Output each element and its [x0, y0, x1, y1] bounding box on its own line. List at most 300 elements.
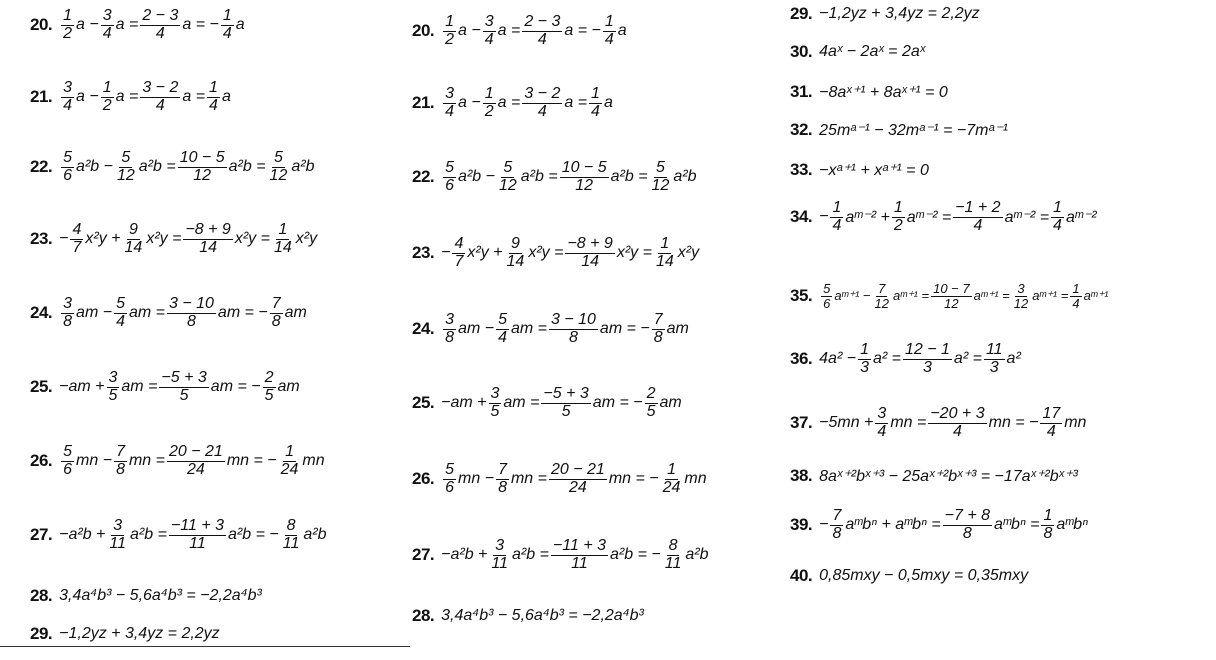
- term: am =: [128, 304, 165, 322]
- exercise-22: [30, 150, 314, 185]
- fraction: [661, 462, 683, 497]
- term: −: [819, 516, 829, 534]
- term: aᵐ⁺¹ −: [834, 288, 871, 304]
- fraction: [984, 342, 1005, 377]
- term: a: [603, 94, 613, 112]
- term: −1,2yz + 3,4yz = 2,2yz: [59, 625, 220, 642]
- term: aᵐ⁺¹ =: [1032, 288, 1069, 304]
- term: x²y =: [234, 230, 270, 248]
- denominator: 4: [1053, 216, 1062, 234]
- bottom-rule: [0, 646, 410, 647]
- fraction: [272, 222, 294, 257]
- term: −5mn +: [819, 414, 874, 432]
- numerator: 1: [893, 199, 903, 216]
- term: a² =: [953, 350, 982, 368]
- denominator: 8: [653, 328, 663, 346]
- term: aᵐbⁿ =: [994, 516, 1040, 534]
- numerator: 1: [285, 443, 294, 460]
- term: a =: [182, 88, 206, 106]
- denominator: 11: [109, 534, 127, 552]
- denominator: 4: [484, 30, 494, 48]
- numerator: 1: [1043, 507, 1053, 524]
- fraction: [931, 282, 972, 310]
- term: 4aˣ − 2aˣ = 2aˣ: [819, 43, 926, 60]
- term: −: [819, 208, 829, 226]
- denominator: 4: [155, 24, 165, 42]
- term: x²y +: [85, 230, 121, 248]
- exercise-24: [30, 296, 307, 331]
- term: mn = −: [988, 414, 1039, 432]
- exercise-26: [30, 444, 325, 479]
- exercise-39: [790, 508, 1088, 543]
- denominator: 12: [116, 166, 135, 184]
- term: am −: [76, 304, 113, 322]
- fraction: [875, 406, 888, 441]
- numerator: −5 + 3: [161, 369, 207, 386]
- numerator: 7: [116, 443, 125, 460]
- numerator: 3 − 10: [550, 311, 596, 328]
- exercise-number: 32.: [790, 120, 813, 139]
- numerator: 11: [985, 341, 1003, 358]
- denominator: 7: [454, 252, 464, 270]
- term: x²y +: [467, 244, 503, 262]
- fraction: [207, 80, 220, 115]
- exercise-29: [30, 624, 220, 644]
- term: a²b = −: [610, 546, 661, 564]
- denominator: 11: [189, 534, 206, 552]
- equation: [59, 625, 220, 643]
- exercise-25: [30, 370, 300, 405]
- numerator: 5: [273, 149, 283, 166]
- fraction: [489, 538, 510, 573]
- exercise-number: 27.: [412, 545, 435, 565]
- equation: [819, 5, 980, 23]
- denominator: 11: [664, 554, 682, 572]
- equation: [819, 342, 1021, 377]
- term: aᵐ⁺¹ =: [892, 288, 930, 304]
- numerator: 3 − 2: [142, 79, 179, 96]
- numerator: 2: [264, 369, 274, 386]
- denominator: 4: [1072, 295, 1080, 311]
- denominator: 5: [264, 386, 274, 404]
- numerator: −11 + 3: [552, 537, 607, 554]
- term: aᵐbⁿ: [1056, 516, 1088, 534]
- term: a²b =: [130, 526, 167, 544]
- fraction: [496, 312, 509, 347]
- denominator: 4: [209, 96, 218, 114]
- fraction: [263, 370, 276, 405]
- term: −: [59, 230, 69, 248]
- term: mn −: [458, 470, 495, 488]
- exercise-31: [790, 82, 948, 102]
- exercise-number: 35.: [790, 286, 813, 306]
- exercise-36: [790, 342, 1021, 377]
- fraction: [903, 342, 952, 377]
- denominator: 4: [973, 216, 983, 234]
- term: x²y =: [616, 244, 652, 262]
- term: am: [277, 378, 300, 396]
- fraction: [858, 342, 871, 377]
- term: a −: [458, 94, 481, 112]
- exercise-37: [790, 406, 1086, 441]
- numerator: 9: [128, 221, 138, 238]
- numerator: 1: [445, 13, 455, 30]
- numerator: 3: [490, 385, 500, 402]
- numerator: 20 − 21: [168, 443, 223, 460]
- denominator: 4: [591, 102, 600, 120]
- term: am =: [121, 378, 158, 396]
- term: mn: [684, 470, 707, 488]
- denominator: 4: [222, 24, 232, 42]
- numerator: 3: [445, 85, 455, 102]
- denominator: 8: [445, 328, 455, 346]
- numerator: 7: [832, 507, 842, 524]
- fraction: [1041, 508, 1054, 543]
- exercise-22: [412, 160, 696, 195]
- term: mn =: [510, 470, 547, 488]
- term: a²b =: [138, 158, 176, 176]
- numerator: −7 + 8: [944, 507, 991, 524]
- fraction: [61, 296, 74, 331]
- numerator: −20 + 3: [930, 405, 985, 422]
- equation: [441, 86, 613, 121]
- denominator: 6: [445, 478, 455, 496]
- term: mn −: [76, 452, 113, 470]
- numerator: 5: [503, 159, 513, 176]
- equation: [441, 386, 682, 421]
- denominator: 4: [445, 102, 455, 120]
- exercise-21: [30, 80, 231, 115]
- exercise-number: 21.: [412, 93, 435, 113]
- term: x²y: [295, 230, 318, 248]
- numerator: −1 + 2: [955, 199, 1001, 216]
- exercise-number: 24.: [412, 319, 435, 339]
- term: a −: [76, 16, 99, 34]
- term: −a²b +: [441, 546, 488, 564]
- term: a =: [564, 94, 588, 112]
- term: a: [617, 22, 627, 40]
- equation: [819, 406, 1086, 441]
- fraction: [830, 508, 843, 543]
- fraction: [178, 150, 227, 185]
- numerator: 1: [63, 7, 73, 24]
- denominator: 5: [490, 402, 500, 420]
- denominator: 2: [893, 216, 903, 234]
- numerator: 5: [445, 461, 455, 478]
- term: a²b: [291, 158, 315, 176]
- fraction: [140, 8, 180, 43]
- fraction: [443, 312, 456, 347]
- term: −am +: [59, 378, 105, 396]
- fraction: [830, 200, 843, 235]
- fraction: [61, 8, 74, 43]
- term: am: [666, 320, 689, 338]
- equation: [441, 160, 696, 195]
- numerator: 10 − 5: [561, 159, 607, 176]
- fraction: [281, 518, 302, 553]
- denominator: 4: [832, 216, 842, 234]
- exercise-number: 23.: [30, 229, 53, 249]
- denominator: 4: [155, 96, 165, 114]
- fraction: [443, 462, 456, 497]
- term: a²b: [303, 526, 327, 544]
- fraction: [650, 160, 672, 195]
- denominator: 8: [1043, 524, 1053, 542]
- term: a²b −: [458, 168, 495, 186]
- term: a = −: [182, 16, 219, 34]
- term: am: [659, 394, 682, 412]
- fraction: [279, 444, 301, 479]
- numerator: 1: [667, 461, 676, 478]
- denominator: 4: [537, 102, 547, 120]
- denominator: 14: [655, 252, 674, 270]
- exercise-number: 20.: [412, 21, 435, 41]
- term: a²b =: [610, 168, 648, 186]
- fraction: [101, 8, 114, 43]
- exercise-number: 25.: [30, 377, 53, 397]
- exercise-21: [412, 86, 613, 121]
- numerator: 2 − 3: [142, 7, 179, 24]
- fraction: [167, 444, 225, 479]
- equation: [59, 296, 307, 331]
- denominator: 8: [569, 328, 578, 346]
- exercise-32: [790, 120, 1008, 140]
- exercise-40: [790, 566, 1028, 586]
- exercise-number: 36.: [790, 349, 813, 369]
- fraction: [1040, 406, 1062, 441]
- fraction: [496, 462, 509, 497]
- fraction: [928, 406, 986, 441]
- term: a²b =: [228, 158, 266, 176]
- fraction: [654, 236, 676, 271]
- numerator: 8: [286, 517, 296, 534]
- exercise-number: 40.: [790, 566, 813, 585]
- equation: [441, 538, 708, 573]
- fraction: [159, 370, 208, 405]
- exercise-30: [790, 42, 925, 62]
- numerator: 4: [72, 221, 82, 238]
- exercise-number: 20.: [30, 15, 53, 35]
- numerator: 5: [655, 159, 665, 176]
- numerator: 1: [832, 199, 842, 216]
- denominator: 2: [63, 24, 73, 42]
- fraction: [169, 518, 226, 553]
- denominator: 5: [179, 386, 189, 404]
- denominator: 6: [823, 295, 831, 311]
- fraction: [452, 236, 465, 271]
- denominator: 14: [581, 252, 600, 270]
- term: mn =: [890, 414, 927, 432]
- exercise-number: 26.: [30, 451, 53, 471]
- term: a²b −: [76, 158, 113, 176]
- term: aᵐ⁻² =: [1004, 209, 1050, 227]
- term: −1,2yz + 3,4yz = 2,2yz: [819, 5, 980, 22]
- term: 8aˣ⁺²bˣ⁺³ − 25aˣ⁺²bˣ⁺³ = −17aˣ⁺²bˣ⁺³: [819, 468, 1078, 485]
- term: x²y: [677, 244, 700, 262]
- fraction: [663, 538, 684, 573]
- numerator: −5 + 3: [543, 385, 589, 402]
- fraction: [560, 160, 609, 195]
- exercise-24: [412, 312, 689, 347]
- term: a =: [497, 94, 521, 112]
- equation: [819, 567, 1028, 585]
- equation: [441, 14, 627, 49]
- denominator: 8: [187, 312, 196, 330]
- term: aᵐ⁻² =: [906, 209, 952, 227]
- fraction: [1051, 200, 1064, 235]
- fraction: [549, 462, 607, 497]
- numerator: 3: [113, 517, 123, 534]
- numerator: 1: [604, 13, 614, 30]
- numerator: 1: [209, 79, 218, 96]
- fraction: [61, 80, 74, 115]
- numerator: 1: [660, 235, 670, 252]
- exercise-28: [30, 586, 262, 606]
- fraction: [443, 86, 456, 121]
- denominator: 6: [445, 176, 455, 194]
- denominator: 2: [484, 102, 494, 120]
- numerator: 1: [591, 85, 600, 102]
- term: a²b: [673, 168, 697, 186]
- term: aᵐ⁺¹: [1083, 288, 1109, 304]
- term: am = −: [599, 320, 650, 338]
- fraction: [645, 386, 658, 421]
- numerator: 3: [877, 405, 887, 422]
- denominator: 12: [193, 166, 212, 184]
- term: 25mᵃ⁻¹ − 32mᵃ⁻¹ = −7mᵃ⁻¹: [819, 122, 1008, 139]
- fraction: [123, 222, 145, 257]
- term: mn = −: [608, 470, 659, 488]
- equation: [59, 150, 314, 185]
- exercise-number: 28.: [30, 586, 53, 605]
- denominator: 11: [282, 534, 300, 552]
- numerator: 3: [102, 7, 112, 24]
- equation: [59, 222, 317, 257]
- term: a =: [497, 22, 521, 40]
- term: x²y =: [528, 244, 564, 262]
- fraction: [565, 236, 614, 271]
- fraction: [101, 80, 114, 115]
- fraction: [652, 312, 665, 347]
- equation: [819, 508, 1088, 543]
- denominator: 12: [874, 295, 889, 311]
- numerator: 1: [860, 341, 869, 358]
- term: a =: [115, 16, 139, 34]
- numerator: 1: [1053, 199, 1062, 216]
- numerator: 3: [108, 369, 118, 386]
- fraction: [483, 86, 496, 121]
- exercise-number: 37.: [790, 413, 813, 433]
- denominator: 24: [569, 478, 587, 496]
- numerator: 1: [102, 79, 112, 96]
- fraction: [549, 312, 598, 347]
- term: a²b =: [520, 168, 558, 186]
- term: aᵐbⁿ + aᵐbⁿ =: [845, 516, 941, 534]
- numerator: 5: [121, 149, 131, 166]
- term: a: [221, 88, 231, 106]
- numerator: 3: [445, 311, 455, 328]
- fraction: [107, 370, 120, 405]
- exercise-number: 38.: [790, 466, 813, 485]
- exercise-20: [412, 14, 627, 49]
- exercise-number: 28.: [412, 606, 435, 625]
- fraction: [107, 518, 128, 553]
- exercise-23: [30, 222, 317, 257]
- numerator: 1: [484, 85, 494, 102]
- denominator: 8: [832, 524, 842, 542]
- exercise-29: [790, 4, 980, 24]
- term: aᵐ⁻² +: [845, 209, 890, 227]
- denominator: 3: [860, 358, 869, 376]
- fraction: [892, 200, 905, 235]
- term: a²b: [685, 546, 709, 564]
- fraction: [270, 296, 283, 331]
- exercise-number: 29.: [790, 4, 813, 23]
- numerator: 1: [1072, 281, 1080, 296]
- term: aᵐ⁻²: [1065, 209, 1097, 227]
- fraction: [61, 444, 74, 479]
- exercise-20: [30, 8, 245, 43]
- exercise-38: [790, 466, 1078, 486]
- denominator: 4: [63, 96, 73, 114]
- exercise-35: [790, 282, 1108, 310]
- numerator: 7: [878, 281, 886, 296]
- numerator: −11 + 3: [170, 517, 225, 534]
- exercise-28: [412, 606, 644, 626]
- denominator: 5: [108, 386, 118, 404]
- term: am = −: [217, 304, 268, 322]
- term: a²b = −: [228, 526, 279, 544]
- denominator: 3: [923, 358, 932, 376]
- term: aᵐ⁺¹ =: [973, 288, 1010, 304]
- exercise-number: 24.: [30, 303, 53, 323]
- numerator: 3: [1017, 281, 1025, 296]
- denominator: 3: [989, 358, 999, 376]
- term: am = −: [592, 394, 643, 412]
- exercise-number: 23.: [412, 243, 435, 263]
- term: a =: [115, 88, 139, 106]
- denominator: 4: [102, 24, 112, 42]
- fraction: [953, 200, 1002, 235]
- denominator: 8: [271, 312, 281, 330]
- fraction: [167, 296, 216, 331]
- fraction: [943, 508, 992, 543]
- denominator: 12: [651, 176, 670, 194]
- fraction: [183, 222, 232, 257]
- fraction: [522, 86, 562, 121]
- numerator: 1: [278, 221, 288, 238]
- denominator: 6: [63, 166, 73, 184]
- denominator: 8: [962, 524, 972, 542]
- denominator: 24: [187, 460, 205, 478]
- term: am =: [510, 320, 547, 338]
- fraction: [221, 8, 234, 43]
- equation: [819, 282, 1108, 310]
- fraction: [1070, 282, 1081, 310]
- numerator: 3: [63, 295, 73, 312]
- exercise-number: 26.: [412, 469, 435, 489]
- term: am = −: [210, 378, 261, 396]
- fraction: [522, 14, 562, 49]
- denominator: 14: [273, 238, 292, 256]
- equation: [59, 370, 300, 405]
- term: −xᵃ⁺¹ + xᵃ⁺¹ = 0: [819, 162, 929, 179]
- exercise-34: [790, 200, 1097, 235]
- numerator: 2 − 3: [524, 13, 561, 30]
- term: a = −: [564, 22, 601, 40]
- numerator: 8: [668, 537, 678, 554]
- term: mn =: [128, 452, 165, 470]
